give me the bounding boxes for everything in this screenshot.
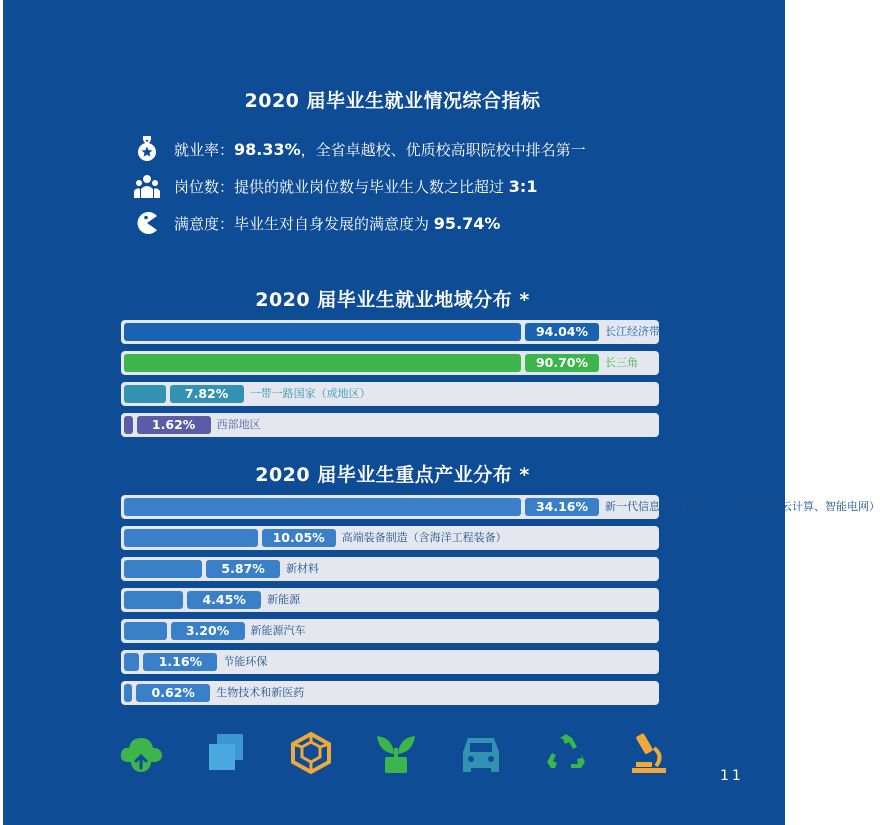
bar-row: [121, 588, 659, 612]
bar-row: [121, 557, 659, 581]
bar-row: [121, 650, 659, 674]
bar-category-label: 西部地区: [216, 418, 261, 431]
bar-value-label: 0.62%: [136, 684, 210, 702]
bar-category-label: 一带一路国家（或地区）: [249, 387, 371, 400]
bar-fill: [124, 591, 183, 609]
industry-pictogram-row: [118, 730, 666, 776]
honeycomb-box-icon: [288, 730, 334, 776]
bar-category-label: 新能源汽车: [250, 624, 306, 637]
recycle-icon: [543, 730, 589, 776]
bar-row: [121, 320, 659, 344]
summary-title: 2020 届毕业生就业情况综合指标: [244, 90, 541, 112]
cloud-upload-icon: [118, 730, 164, 776]
bar-category-label: 节能环保: [223, 655, 268, 668]
microscope-icon: [626, 730, 672, 776]
bar-category-label: 生物技术和新医药: [216, 686, 305, 699]
people-group-icon: [134, 173, 160, 199]
stat-suffix: ，全省卓越校、优质校高职院校中排名第一: [300, 140, 586, 159]
bar-fill: [124, 529, 258, 547]
bar-value-label: 1.62%: [137, 416, 211, 434]
bar-category-label: 高端装备制造（含海洋工程装备）: [341, 531, 507, 544]
bar-fill: [124, 653, 139, 671]
stat-job-ratio: [134, 173, 537, 199]
bar-category-label: 新一代信息技术和软件（含物联网和云计算、智能电网）: [605, 500, 880, 513]
bar-value-label: 1.16%: [143, 653, 217, 671]
bar-fill: [124, 498, 521, 516]
bar-value-label: 3.20%: [171, 622, 245, 640]
plant-sprout-icon: [373, 730, 419, 776]
stat-satisfaction: [134, 210, 500, 236]
bar-category-label: 长江经济带: [605, 325, 660, 338]
stat-body: [234, 176, 537, 197]
medal-icon: [134, 136, 160, 162]
bar-fill: [124, 622, 167, 640]
bar-row: [121, 681, 659, 705]
bar-value-label: 90.70%: [525, 354, 599, 372]
stat-value: 98.33%: [234, 139, 301, 159]
bar-fill: [124, 385, 166, 403]
bar-row: [121, 351, 659, 375]
bar-fill: [124, 354, 521, 372]
bar-row: [121, 526, 659, 550]
pacman-icon: [134, 210, 160, 236]
bar-row: [121, 495, 880, 519]
car-icon: [458, 730, 504, 776]
page-number: 11: [720, 768, 744, 784]
copy-squares-icon: [203, 730, 249, 776]
bar-value-label: 94.04%: [525, 323, 599, 341]
bar-row: [121, 619, 659, 643]
stat-employment-rate: [134, 136, 586, 162]
bar-fill: [124, 323, 521, 341]
bar-value-label: 10.05%: [262, 529, 336, 547]
bar-value-label: 5.87%: [206, 560, 280, 578]
bar-category-label: 新材料: [286, 562, 320, 575]
bar-row: [121, 413, 659, 437]
bar-category-label: 长三角: [605, 356, 638, 369]
industry-chart-title: 2020 届毕业生重点产业分布 *: [255, 464, 530, 486]
bar-fill: [124, 560, 202, 578]
stat-body: [234, 139, 586, 160]
stat-value: 95.74%: [433, 213, 501, 233]
stat-label: 满意度：: [174, 214, 235, 233]
bar-value-label: 4.45%: [187, 591, 261, 609]
stat-label: 岗位数：: [174, 177, 235, 196]
stat-prefix: 提供的就业岗位数与毕业生人数之比超过: [234, 177, 509, 196]
region-chart-title: 2020 届毕业生就业地域分布 *: [255, 289, 530, 311]
bar-value-label: 7.82%: [170, 385, 244, 403]
bar-value-label: 34.16%: [525, 498, 599, 516]
bar-fill: [124, 684, 132, 702]
stat-label: 就业率：: [174, 140, 235, 159]
stat-prefix: 毕业生对自身发展的满意度为: [234, 214, 434, 233]
bar-category-label: 新能源: [267, 593, 301, 606]
bar-fill: [124, 416, 133, 434]
bar-row: [121, 382, 659, 406]
page-edge: [0, 0, 3, 825]
stat-body: [234, 213, 500, 234]
stat-value: 3:1: [508, 176, 538, 196]
